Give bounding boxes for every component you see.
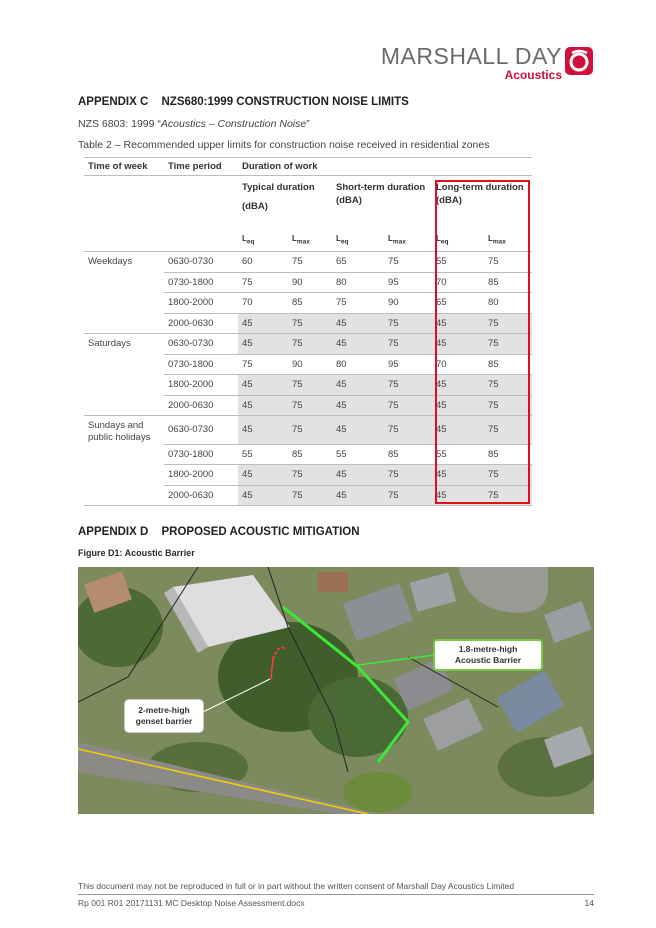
cell-short-leq: 65: [332, 252, 384, 273]
cell-typical-leq: 45: [238, 334, 288, 355]
cell-short-leq: 45: [332, 416, 384, 445]
cell-long-leq: 45: [434, 465, 484, 486]
appendix-d-label: APPENDIX D: [78, 526, 149, 538]
logo-mark-icon: [564, 46, 594, 76]
cell-short-lmax: 95: [384, 354, 434, 375]
cell-typical-lmax: 75: [288, 485, 332, 506]
cell-typical-leq: 70: [238, 293, 288, 314]
cell-typical-lmax: 90: [288, 272, 332, 293]
header-long-unit: (dBA): [436, 195, 462, 206]
cell-long-leq: 70: [434, 354, 484, 375]
cell-time-of-week: [84, 293, 164, 314]
page-number: 14: [584, 898, 594, 908]
acoustic-barrier-callout: 1.8-metre-high Acoustic Barrier: [433, 639, 543, 671]
cell-typical-leq: 60: [238, 252, 288, 273]
cell-long-lmax: 75: [484, 465, 532, 486]
cell-long-leq: 55: [434, 252, 484, 273]
cell-time-period: 1800-2000: [164, 465, 238, 486]
cell-typical-leq: 45: [238, 485, 288, 506]
cell-short-lmax: 75: [384, 416, 434, 445]
cell-short-leq: 45: [332, 375, 384, 396]
cell-time-of-week: Sundays and public holidays: [88, 420, 151, 443]
cell-long-lmax: 75: [484, 252, 532, 273]
header-short-term: [332, 176, 434, 230]
cell-typical-lmax: 75: [288, 334, 332, 355]
cell-time-period: 0730-1800: [164, 444, 238, 465]
standard-reference: [78, 118, 310, 130]
cell-short-lmax: 75: [384, 375, 434, 396]
standard-suffix: ”: [306, 118, 310, 130]
copyright-notice: This document may not be reproduced in full or in part without the written consent of Marshall Day Acoustics Limited: [78, 881, 515, 891]
footer-divider: [78, 894, 594, 895]
cell-typical-leq: 75: [238, 272, 288, 293]
standard-title: Acoustics – Construction Noise: [160, 118, 307, 130]
cell-long-lmax: 75: [484, 416, 532, 445]
header-typical-unit: (dBA): [242, 201, 268, 212]
header-duration: Duration of work: [238, 158, 532, 176]
header-time-of-week: Time of week: [84, 158, 164, 176]
cell-short-leq: 55: [332, 444, 384, 465]
cell-typical-leq: 55: [238, 444, 288, 465]
logo-wordmark: MARSHALL DAY: [380, 43, 562, 69]
cell-short-lmax: 85: [384, 444, 434, 465]
cell-typical-lmax: 75: [288, 375, 332, 396]
cell-typical-lmax: 85: [288, 293, 332, 314]
cell-long-leq: 45: [434, 375, 484, 396]
cell-time-period: 1800-2000: [164, 293, 238, 314]
cell-long-lmax: 75: [484, 485, 532, 506]
cell-time-period: 2000-0630: [164, 395, 238, 416]
cell-typical-lmax: 75: [288, 313, 332, 334]
appendix-c-label: APPENDIX C: [78, 96, 149, 108]
cell-time-of-week: Saturdays: [88, 338, 131, 349]
logo-subtitle: Acoustics: [504, 68, 562, 82]
cell-time-of-week: [84, 313, 164, 334]
cell-long-lmax: 85: [484, 272, 532, 293]
standard-prefix: NZS 6803: 1999 “: [78, 118, 161, 130]
header-lmax: $L_{max}$: [484, 230, 532, 252]
genset-barrier-callout: 2-metre-high genset barrier: [125, 700, 203, 732]
cell-long-leq: 45: [434, 416, 484, 445]
cell-long-lmax: 80: [484, 293, 532, 314]
cell-long-lmax: 85: [484, 444, 532, 465]
cell-time-of-week: [84, 444, 164, 465]
header-short-unit: (dBA): [336, 195, 362, 206]
cell-long-leq: 45: [434, 334, 484, 355]
cell-short-leq: 80: [332, 272, 384, 293]
header-time-period: Time period: [164, 158, 238, 176]
cell-short-lmax: 75: [384, 252, 434, 273]
cell-short-lmax: 90: [384, 293, 434, 314]
cell-typical-leq: 75: [238, 354, 288, 375]
cell-long-leq: 65: [434, 293, 484, 314]
cell-long-lmax: 75: [484, 334, 532, 355]
cell-time-of-week: [84, 395, 164, 416]
cell-typical-leq: 45: [238, 313, 288, 334]
cell-time-period: 2000-0630: [164, 485, 238, 506]
cell-time-period: 2000-0630: [164, 313, 238, 334]
cell-short-lmax: 75: [384, 334, 434, 355]
header-lmax: $L_{max}$: [288, 230, 332, 252]
cell-short-leq: 45: [332, 334, 384, 355]
appendix-d-title: PROPOSED ACOUSTIC MITIGATION: [161, 526, 360, 538]
cell-long-lmax: 85: [484, 354, 532, 375]
cell-long-leq: 55: [434, 444, 484, 465]
cell-long-lmax: 75: [484, 395, 532, 416]
company-logo: [381, 44, 594, 82]
cell-time-of-week: [84, 465, 164, 486]
cell-time-period: 0630-0730: [164, 334, 238, 355]
cell-short-leq: 45: [332, 313, 384, 334]
cell-short-leq: 45: [332, 465, 384, 486]
cell-time-of-week: [84, 354, 164, 375]
cell-typical-leq: 45: [238, 416, 288, 445]
long-term-highlight-box: [435, 180, 530, 504]
cell-time-of-week: [84, 375, 164, 396]
header-typical-label: Typical duration: [242, 182, 315, 193]
cell-time-period: 0730-1800: [164, 272, 238, 293]
cell-long-lmax: 75: [484, 313, 532, 334]
cell-typical-lmax: 85: [288, 444, 332, 465]
cell-time-period: 0630-0730: [164, 416, 238, 445]
cell-typical-lmax: 75: [288, 465, 332, 486]
header-short-label: Short-term duration: [336, 182, 426, 193]
cell-time-period: 1800-2000: [164, 375, 238, 396]
appendix-c-title: NZS680:1999 CONSTRUCTION NOISE LIMITS: [161, 96, 409, 108]
cell-typical-leq: 45: [238, 395, 288, 416]
cell-short-lmax: 75: [384, 485, 434, 506]
header-lmax: $L_{max}$: [384, 230, 434, 252]
appendix-c-heading: [78, 96, 409, 108]
header-leq: $L_{eq}$: [238, 230, 288, 252]
cell-typical-lmax: 75: [288, 395, 332, 416]
cell-typical-leq: 45: [238, 465, 288, 486]
cell-short-lmax: 75: [384, 313, 434, 334]
cell-short-lmax: 95: [384, 272, 434, 293]
cell-long-lmax: 75: [484, 375, 532, 396]
cell-long-leq: 45: [434, 485, 484, 506]
cell-time-of-week: [84, 485, 164, 506]
cell-long-leq: 45: [434, 313, 484, 334]
cell-long-leq: 70: [434, 272, 484, 293]
figure-caption: Figure D1: Acoustic Barrier: [78, 548, 195, 558]
cell-typical-leq: 45: [238, 375, 288, 396]
cell-typical-lmax: 90: [288, 354, 332, 375]
cell-time-period: 0730-1800: [164, 354, 238, 375]
cell-short-leq: 75: [332, 293, 384, 314]
document-reference: Rp 001 R01 20171131 MC Desktop Noise Assessment.docx: [78, 898, 305, 908]
header-long-label: Long-term duration: [436, 182, 524, 193]
appendix-d-heading: [78, 526, 360, 538]
cell-short-leq: 45: [332, 395, 384, 416]
table-caption: Table 2 – Recommended upper limits for construction noise received in residential zones: [78, 139, 490, 151]
aerial-map: [78, 567, 594, 814]
cell-time-period: 0630-0730: [164, 252, 238, 273]
aerial-photo: [78, 567, 594, 814]
cell-short-lmax: 75: [384, 395, 434, 416]
cell-short-leq: 45: [332, 485, 384, 506]
cell-time-of-week: [84, 272, 164, 293]
header-leq: $L_{eq}$: [434, 230, 484, 252]
cell-short-leq: 80: [332, 354, 384, 375]
header-leq: $L_{eq}$: [332, 230, 384, 252]
cell-typical-lmax: 75: [288, 416, 332, 445]
header-typical: [238, 176, 332, 230]
cell-typical-lmax: 75: [288, 252, 332, 273]
cell-long-leq: 45: [434, 395, 484, 416]
cell-time-of-week: Weekdays: [88, 256, 133, 267]
cell-short-lmax: 75: [384, 465, 434, 486]
